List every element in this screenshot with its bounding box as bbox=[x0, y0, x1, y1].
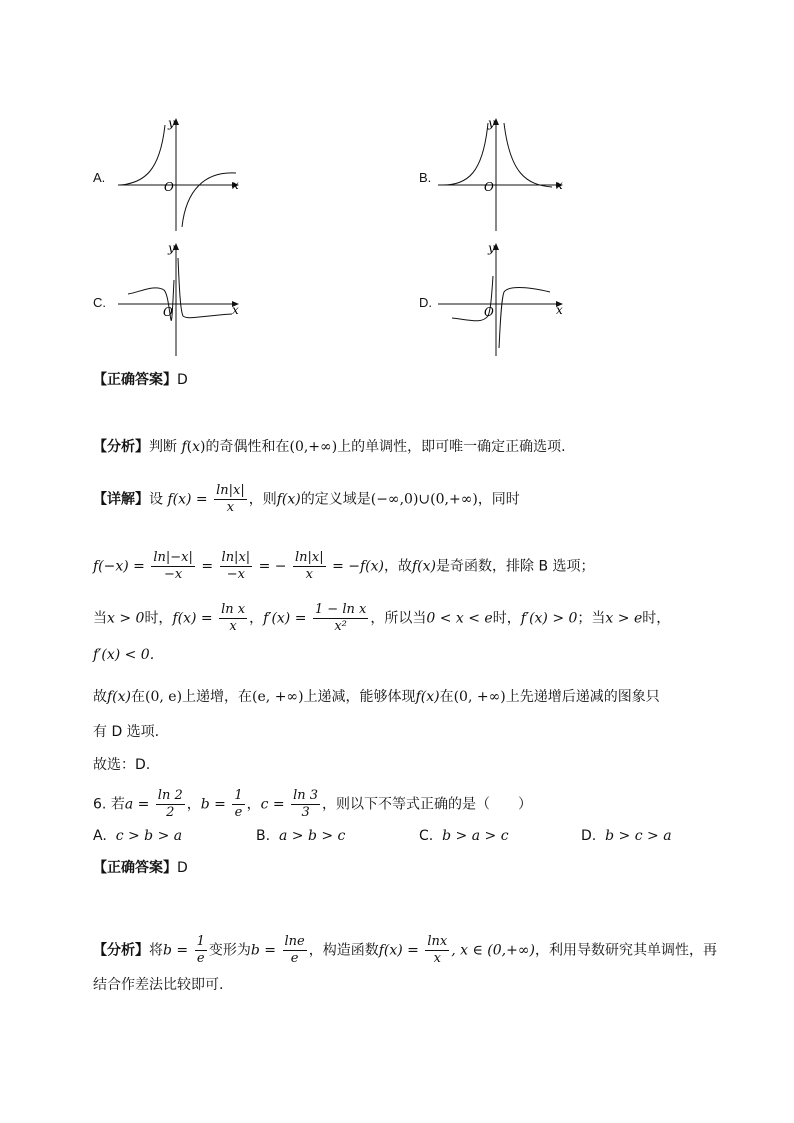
conclusion-line-2 bbox=[93, 722, 159, 742]
math-fx: f(x) bbox=[415, 689, 440, 705]
q6-option-d bbox=[581, 828, 672, 844]
answer-line-1 bbox=[93, 370, 188, 390]
origin-label: O bbox=[484, 305, 494, 319]
math-fraction bbox=[195, 934, 207, 967]
option-value: b > c > a bbox=[605, 828, 672, 844]
math-cond: 0 < x < e bbox=[426, 610, 493, 627]
analysis-text: 判断 bbox=[149, 439, 177, 455]
analysis-text: 将 bbox=[149, 942, 163, 959]
question-text: ，则以下不等式正确的是（ ） bbox=[322, 796, 533, 813]
math-domain: , x ∈ (0,+∞) bbox=[451, 942, 535, 959]
question-6 bbox=[93, 788, 532, 821]
graph-d bbox=[430, 240, 600, 358]
y-label: y bbox=[168, 241, 175, 255]
math-fraction bbox=[219, 602, 247, 635]
math-eq: = bbox=[201, 558, 214, 575]
deriv-text: ， bbox=[249, 610, 264, 627]
math-interval: (0, e) bbox=[145, 689, 183, 705]
x-label: x bbox=[556, 303, 563, 317]
derivative-line bbox=[93, 602, 670, 635]
analysis-tag: 【分析】 bbox=[93, 942, 149, 959]
option-value: c > b > a bbox=[115, 828, 183, 844]
deriv-text: ；当 bbox=[577, 610, 606, 627]
curve-left bbox=[120, 125, 165, 185]
q6-option-c bbox=[419, 828, 509, 844]
question-text: ， bbox=[186, 796, 201, 813]
math-fraction bbox=[291, 788, 320, 821]
odd-text: ，故 bbox=[383, 558, 412, 575]
option-value: a > b > c bbox=[278, 828, 346, 844]
fraction-denominator: x bbox=[433, 951, 441, 966]
fraction-denominator: x bbox=[305, 567, 313, 582]
math-b: b = bbox=[163, 942, 189, 959]
fraction-numerator: lnx bbox=[427, 934, 448, 949]
origin-label: O bbox=[164, 180, 174, 194]
analysis-text: 上的单调性，即可唯一确定正确选项. bbox=[337, 439, 566, 455]
math-x: x bbox=[192, 439, 201, 455]
math-cond: x > 0 bbox=[107, 610, 145, 627]
fraction-numerator: 1 bbox=[196, 934, 205, 949]
math-fraction bbox=[151, 550, 195, 583]
detail-text: 的定义域是 bbox=[300, 491, 371, 508]
answer-value: D bbox=[177, 372, 188, 388]
math-fx: f(x) = bbox=[378, 942, 419, 959]
math-fx: f(x) bbox=[107, 689, 132, 705]
math-c: c = bbox=[260, 796, 285, 813]
y-label: y bbox=[488, 241, 495, 255]
x-label: x bbox=[232, 303, 239, 317]
conclusion-text: 故 bbox=[93, 689, 107, 705]
analysis-text: 结合作差法比较即可. bbox=[93, 977, 224, 993]
curve-right bbox=[182, 173, 236, 227]
graph-a-svg bbox=[110, 115, 280, 233]
graph-c-svg bbox=[110, 240, 280, 358]
conclusion-text: 在 bbox=[131, 689, 146, 705]
analysis-text: ，利用导数研究其单调性，再 bbox=[534, 942, 717, 959]
fraction-denominator: x bbox=[229, 619, 237, 634]
detail-text: ，则 bbox=[248, 491, 277, 508]
deriv-text: 时， bbox=[492, 610, 521, 627]
fraction-numerator: ln|x| bbox=[294, 550, 324, 565]
answer-tag: 【正确答案】 bbox=[93, 860, 177, 876]
math-f: f bbox=[181, 439, 187, 455]
math-b: b = bbox=[250, 942, 277, 959]
math-fx: f(x) = bbox=[167, 491, 208, 508]
math-cond: x > e bbox=[605, 610, 643, 627]
math-fraction bbox=[214, 483, 247, 516]
graph-a bbox=[110, 115, 280, 233]
question-number: 6. bbox=[93, 796, 107, 813]
fraction-denominator: e bbox=[234, 805, 243, 820]
math-fx: f(x) = bbox=[172, 610, 213, 627]
conclusion-text: 上递减，能够体现 bbox=[303, 689, 416, 705]
conclusion-text: 在 bbox=[439, 689, 454, 705]
math-lhs: f(−x) = bbox=[93, 558, 145, 575]
fraction-numerator: ln 2 bbox=[157, 788, 183, 803]
fraction-denominator: e bbox=[196, 951, 205, 966]
curve-right bbox=[504, 123, 552, 187]
option-letter: B. bbox=[256, 828, 271, 844]
math-lp: ( bbox=[186, 439, 193, 455]
option-value: b > a > c bbox=[442, 828, 509, 844]
fraction-denominator: −x bbox=[226, 567, 245, 582]
math-fraction bbox=[293, 550, 326, 583]
choose-line bbox=[93, 755, 150, 775]
math-fraction bbox=[283, 934, 307, 967]
fraction-denominator: x bbox=[226, 500, 235, 515]
curve-left bbox=[442, 123, 488, 185]
analysis-line-2 bbox=[93, 934, 717, 967]
conclusion-line-1 bbox=[93, 687, 660, 707]
deriv-text: ，所以当 bbox=[370, 610, 427, 627]
option-letter: D. bbox=[581, 828, 597, 844]
math-a: a = bbox=[124, 796, 150, 813]
analysis-tag: 【分析】 bbox=[93, 439, 149, 455]
fraction-denominator: 2 bbox=[166, 805, 175, 820]
conclusion-text: 上先递增后递减的图象只 bbox=[505, 689, 660, 705]
choose-text: 故选：D. bbox=[93, 757, 151, 773]
deriv-text: 时， bbox=[642, 610, 671, 627]
fraction-numerator: ln|−x| bbox=[153, 550, 193, 565]
fraction-numerator: ln 3 bbox=[293, 788, 319, 803]
fraction-denominator: x² bbox=[334, 619, 347, 634]
math-b: b = bbox=[200, 796, 226, 813]
option-c-letter: C. bbox=[93, 295, 106, 310]
math-fx: f(x) bbox=[276, 491, 301, 508]
x-label: x bbox=[556, 178, 563, 192]
origin-label: O bbox=[163, 305, 173, 319]
analysis-text: ，构造函数 bbox=[308, 942, 379, 959]
answer-value: D bbox=[177, 860, 188, 876]
analysis-text: 变形为 bbox=[208, 942, 251, 959]
x-label: x bbox=[232, 178, 239, 192]
fraction-numerator: ln|x| bbox=[216, 483, 245, 498]
conclusion-text: 上递增，在 bbox=[182, 689, 253, 705]
graph-c bbox=[110, 240, 280, 358]
odd-text: 是奇函数，排除 B 选项； bbox=[436, 558, 595, 575]
option-letter: A. bbox=[93, 828, 107, 844]
analysis-line-2b bbox=[93, 975, 223, 995]
detail-text: 设 bbox=[149, 491, 163, 508]
detail-line bbox=[93, 483, 520, 516]
detail-text: ，同时 bbox=[477, 491, 520, 508]
graph-b-svg bbox=[430, 115, 600, 233]
origin-label: O bbox=[484, 180, 494, 194]
question-text: ， bbox=[246, 796, 261, 813]
fraction-numerator: 1 − ln x bbox=[314, 602, 367, 617]
curve-right bbox=[178, 258, 232, 318]
graph-d-svg bbox=[430, 240, 600, 358]
math-rhs: = −f(x) bbox=[332, 558, 384, 575]
analysis-text: 的奇偶性和在 bbox=[205, 439, 290, 455]
q6-option-a bbox=[93, 828, 182, 844]
math-eq: = − bbox=[258, 558, 287, 575]
fraction-numerator: ln x bbox=[221, 602, 246, 617]
math-fraction bbox=[156, 788, 185, 821]
option-d-letter: D. bbox=[419, 295, 432, 310]
math-fraction bbox=[232, 788, 244, 821]
y-label: y bbox=[168, 116, 175, 130]
math-fx: f(x) bbox=[411, 558, 436, 575]
math-fraction bbox=[220, 550, 253, 583]
math-fraction bbox=[425, 934, 449, 967]
question-text: 若 bbox=[110, 796, 125, 813]
negative-derivative-line bbox=[93, 645, 154, 665]
math-neg: f′(x) < 0. bbox=[93, 647, 155, 663]
math-rp: ) bbox=[200, 439, 206, 455]
option-a-letter: A. bbox=[93, 170, 106, 185]
odd-line bbox=[93, 550, 595, 583]
graph-b bbox=[430, 115, 600, 233]
math-domain: (−∞,0)∪(0,+∞) bbox=[370, 491, 478, 508]
y-label: y bbox=[488, 116, 495, 130]
math-interval: (0, +∞) bbox=[453, 689, 506, 705]
answer-tag: 【正确答案】 bbox=[93, 372, 177, 388]
fraction-numerator: 1 bbox=[234, 788, 243, 803]
conclusion-text: 有 D 选项. bbox=[93, 724, 160, 740]
math-fraction bbox=[313, 602, 368, 635]
fraction-numerator: lne bbox=[284, 934, 305, 949]
analysis-line-1 bbox=[93, 437, 566, 457]
fraction-numerator: ln|x| bbox=[221, 550, 251, 565]
answer-line-2 bbox=[93, 858, 188, 878]
detail-tag: 【详解】 bbox=[93, 491, 149, 508]
q6-option-b bbox=[256, 828, 345, 844]
fraction-denominator: 3 bbox=[301, 805, 310, 820]
curve-right bbox=[499, 288, 550, 349]
option-letter: C. bbox=[419, 828, 434, 844]
math-interval: (0,+∞) bbox=[289, 439, 338, 455]
option-b-letter: B. bbox=[419, 170, 432, 185]
math-interval: (e, +∞) bbox=[252, 689, 304, 705]
deriv-text: 当 bbox=[93, 610, 107, 627]
fraction-denominator: −x bbox=[164, 567, 183, 582]
math-pos: f′(x) > 0 bbox=[520, 610, 578, 627]
math-fpx: f′(x) = bbox=[263, 610, 307, 627]
fraction-denominator: e bbox=[290, 951, 299, 966]
deriv-text: 时， bbox=[144, 610, 173, 627]
